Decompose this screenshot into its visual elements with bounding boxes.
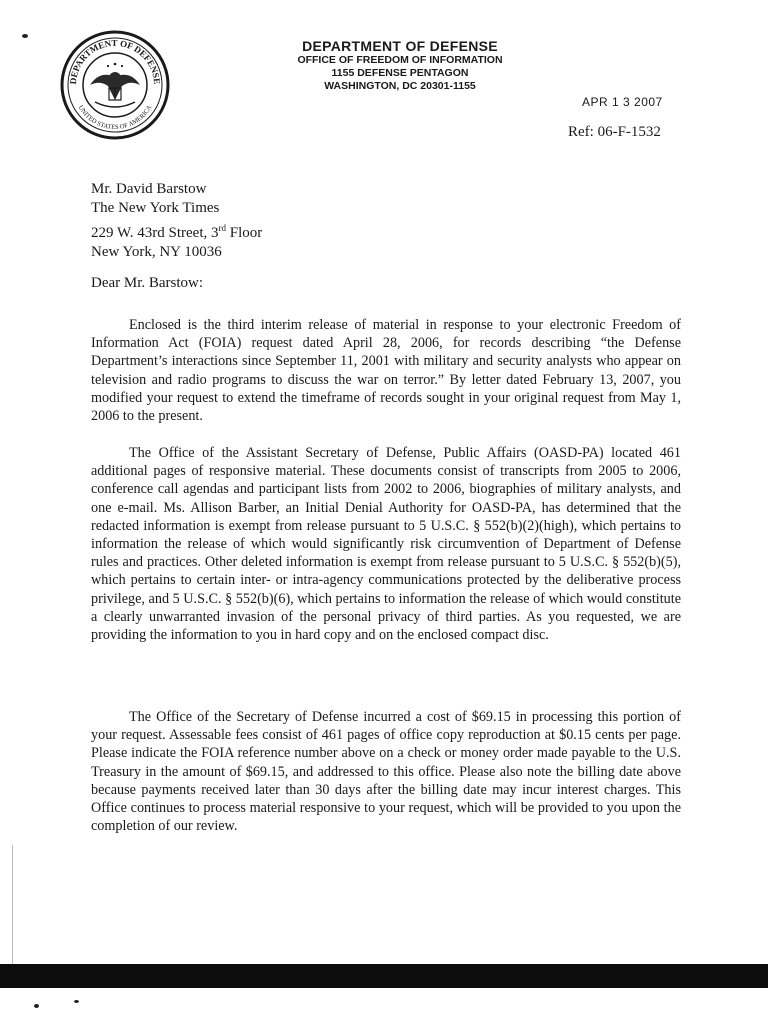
recipient-street-main: 229 W. 43rd Street, 3 <box>91 224 219 241</box>
recipient-street <box>91 219 262 243</box>
body-paragraph-2: The Office of the Assistant Secretary of Defense, Public Affairs (OASD-PA) located 461 additional pages of responsive material. These documents consist of transcripts from 2005 to 2006, conference call agendas and participant lists from 2002 to 2006, biographies of military analysts, and one e-mail. Ms. Allison Barber, an Initial Denial Authority for OASD-PA, has determined that the redacted information is exempt from release pursuant to 5 U.S.C. § 552(b)(2)(high), which pertains to information the release of which would significantly risk circumvention of Department of Defense rules and practices. Other deleted information is exempt from release pursuant to 5 U.S.C. § 552(b)(5), which pertains to certain inter- or intra-agency communications protected by the deliberative process privilege, and 5 U.S.C. § 552(b)(6), which pertains to information the release of which would constitute a clearly unwarranted invasion of the personal privacy of third parties. As you requested, we are providing the information to you in hard copy and on the enclosed compact disc. <box>91 445 681 644</box>
scan-speck <box>74 1000 79 1003</box>
body-paragraph-1: Enclosed is the third interim release of material in response to your electronic Freedom of Information Act (FOIA) request dated April 28, 2006, for records describing “the Defense Department’s interactions since September 11, 2001 with military and security analysts who appear on television and radio programs to discuss the war on terror.” By letter dated February 13, 2007, you modified your request to extend the timeframe of records sought in your original request from May 1, 2006 to the present. <box>91 317 681 425</box>
seal-ring-top-text: DEPARTMENT OF DEFENSE <box>67 37 163 85</box>
scan-artifact-line <box>12 845 13 965</box>
scan-edge-bar <box>0 964 768 988</box>
recipient-name: Mr. David Barstow <box>91 181 207 197</box>
office-street: 1155 DEFENSE PENTAGON <box>331 67 469 79</box>
dod-seal-icon <box>60 30 170 140</box>
recipient-address <box>91 180 262 262</box>
office-name: OFFICE OF FREEDOM OF INFORMATION <box>297 54 503 66</box>
recipient-organization: The New York Times <box>91 200 220 217</box>
recipient-street-ordinal: rd <box>218 222 226 233</box>
date-stamp: APR 1 3 2007 <box>582 95 663 109</box>
department-name: DEPARTMENT OF DEFENSE <box>302 38 498 54</box>
reference-number: Ref: 06-F-1532 <box>568 124 661 140</box>
scan-speck <box>22 34 28 38</box>
letterhead <box>270 38 530 93</box>
scan-speck <box>34 1004 39 1008</box>
body-paragraph-3: The Office of the Secretary of Defense incurred a cost of $69.15 in processing this portion of your request. Assessable fees consist of 461 pages of office copy reproduction at $0.15 cents per page. Please indicate the FOIA reference number above on a check or money order made payable to the U.S. Treasury in the amount of $69.15, and addressed to this office. Please also note the billing date above because payments received later than 30 days after the billing date may incur interest charges. This Office continues to process material responsive to your request, which will be provided to you upon the completion of our review. <box>91 709 681 835</box>
salutation: Dear Mr. Barstow: <box>91 275 204 291</box>
recipient-street-floor: Floor <box>226 224 263 241</box>
seal-ring-bottom-text: UNITED STATES OF AMERICA <box>76 104 154 132</box>
recipient-city: New York, NY 10036 <box>91 243 222 260</box>
office-city: WASHINGTON, DC 20301-1155 <box>324 80 476 92</box>
